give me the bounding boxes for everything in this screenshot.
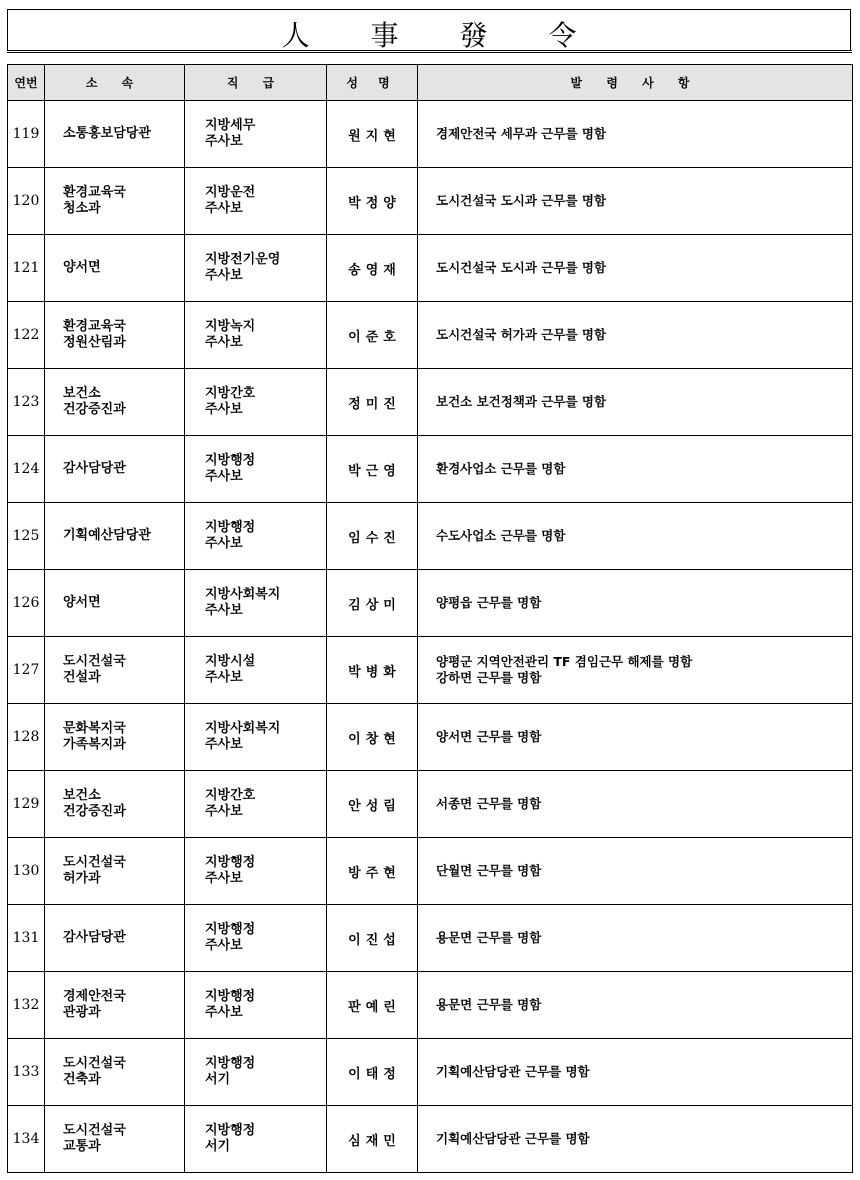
cell-name: 박병화 bbox=[327, 637, 418, 704]
cell-no: 123 bbox=[8, 369, 45, 436]
table-row bbox=[8, 771, 853, 838]
grade-line: 주사보 bbox=[205, 201, 243, 216]
grade-line: 지방행정 bbox=[205, 520, 256, 535]
cell-detail bbox=[418, 503, 853, 570]
detail-line: 양서면 근무를 명함 bbox=[436, 729, 542, 744]
cell-detail bbox=[418, 637, 853, 704]
detail-line: 기획예산담당관 근무를 명함 bbox=[436, 1064, 590, 1079]
grade-line: 주사보 bbox=[205, 335, 243, 350]
dept-line: 허가과 bbox=[63, 871, 101, 886]
grade-line: 지방간호 bbox=[205, 386, 256, 401]
grade-line: 주사보 bbox=[205, 134, 243, 149]
cell-no: 122 bbox=[8, 302, 45, 369]
table-header-row bbox=[8, 65, 853, 101]
cell-dept bbox=[45, 972, 185, 1039]
cell-no: 133 bbox=[8, 1039, 45, 1106]
cell-detail bbox=[418, 972, 853, 1039]
cell-name: 방주현 bbox=[327, 838, 418, 905]
dept-line: 도시건설국 bbox=[63, 1123, 126, 1138]
table-row bbox=[8, 235, 853, 302]
grade-line: 지방사회복지 bbox=[205, 587, 281, 602]
cell-grade bbox=[185, 771, 327, 838]
dept-line: 문화복지국 bbox=[63, 721, 126, 736]
header-name: 성 명 bbox=[327, 65, 418, 101]
cell-dept bbox=[45, 771, 185, 838]
dept-line: 감사담당관 bbox=[63, 930, 126, 945]
cell-detail bbox=[418, 1039, 853, 1106]
detail-line: 양평군 지역안전관리 TF 겸임근무 해제를 명함 bbox=[436, 654, 693, 669]
table-row bbox=[8, 1039, 853, 1106]
grade-line: 지방행정 bbox=[205, 1056, 256, 1071]
cell-name: 김상미 bbox=[327, 570, 418, 637]
detail-line: 환경사업소 근무를 명함 bbox=[436, 461, 566, 476]
cell-grade bbox=[185, 972, 327, 1039]
personnel-table bbox=[7, 64, 853, 1173]
dept-line: 건강증진과 bbox=[63, 804, 126, 819]
cell-detail bbox=[418, 302, 853, 369]
table-row bbox=[8, 503, 853, 570]
cell-dept bbox=[45, 570, 185, 637]
cell-grade bbox=[185, 235, 327, 302]
grade-line: 주사보 bbox=[205, 536, 243, 551]
cell-no: 125 bbox=[8, 503, 45, 570]
table-row bbox=[8, 838, 853, 905]
table-body bbox=[8, 101, 853, 1173]
cell-grade bbox=[185, 570, 327, 637]
grade-line: 주사보 bbox=[205, 402, 243, 417]
cell-detail bbox=[418, 235, 853, 302]
grade-line: 지방행정 bbox=[205, 453, 256, 468]
cell-no: 126 bbox=[8, 570, 45, 637]
cell-no: 128 bbox=[8, 704, 45, 771]
cell-name: 송영재 bbox=[327, 235, 418, 302]
table-row bbox=[8, 1106, 853, 1173]
cell-dept bbox=[45, 302, 185, 369]
cell-dept bbox=[45, 1106, 185, 1173]
dept-line: 양서면 bbox=[63, 260, 101, 275]
cell-detail bbox=[418, 704, 853, 771]
grade-line: 지방전기운영 bbox=[205, 252, 281, 267]
grade-line: 지방행정 bbox=[205, 989, 256, 1004]
grade-line: 주사보 bbox=[205, 268, 243, 283]
cell-no: 134 bbox=[8, 1106, 45, 1173]
dept-line: 도시건설국 bbox=[63, 654, 126, 669]
detail-line: 경제안전국 세무과 근무를 명함 bbox=[436, 126, 607, 141]
cell-no: 132 bbox=[8, 972, 45, 1039]
cell-name: 심재민 bbox=[327, 1106, 418, 1173]
cell-no: 121 bbox=[8, 235, 45, 302]
grade-line: 주사보 bbox=[205, 737, 243, 752]
header-dept: 소 속 bbox=[45, 65, 185, 101]
cell-dept bbox=[45, 503, 185, 570]
dept-line: 기획예산담당관 bbox=[63, 528, 151, 543]
cell-grade bbox=[185, 369, 327, 436]
cell-dept bbox=[45, 101, 185, 168]
detail-line: 용문면 근무를 명함 bbox=[436, 997, 542, 1012]
dept-line: 환경교육국 bbox=[63, 185, 126, 200]
header-no: 연번 bbox=[8, 65, 45, 101]
grade-line: 지방행정 bbox=[205, 922, 256, 937]
dept-line: 건설과 bbox=[63, 670, 101, 685]
cell-detail bbox=[418, 771, 853, 838]
dept-line: 청소과 bbox=[63, 201, 101, 216]
cell-detail bbox=[418, 436, 853, 503]
cell-dept bbox=[45, 704, 185, 771]
document-title: 人 事 發 令 bbox=[281, 19, 603, 52]
detail-line: 보건소 보건정책과 근무를 명함 bbox=[436, 394, 607, 409]
cell-dept bbox=[45, 637, 185, 704]
cell-detail bbox=[418, 369, 853, 436]
header-detail: 발 령 사 항 bbox=[418, 65, 853, 101]
grade-line: 주사보 bbox=[205, 804, 243, 819]
title-divider-double bbox=[7, 52, 852, 53]
dept-line: 관광과 bbox=[63, 1005, 101, 1020]
cell-grade bbox=[185, 101, 327, 168]
grade-line: 지방운전 bbox=[205, 185, 256, 200]
cell-no: 119 bbox=[8, 101, 45, 168]
detail-line: 수도사업소 근무를 명함 bbox=[436, 528, 566, 543]
cell-dept bbox=[45, 168, 185, 235]
table-row bbox=[8, 905, 853, 972]
grade-line: 주사보 bbox=[205, 1005, 243, 1020]
cell-grade bbox=[185, 905, 327, 972]
table-row bbox=[8, 101, 853, 168]
cell-name: 임수진 bbox=[327, 503, 418, 570]
dept-line: 건강증진과 bbox=[63, 402, 126, 417]
cell-dept bbox=[45, 1039, 185, 1106]
cell-grade bbox=[185, 1106, 327, 1173]
cell-detail bbox=[418, 1106, 853, 1173]
dept-line: 소통홍보담당관 bbox=[63, 126, 151, 141]
cell-no: 129 bbox=[8, 771, 45, 838]
cell-name: 이준호 bbox=[327, 302, 418, 369]
grade-line: 주사보 bbox=[205, 670, 243, 685]
grade-line: 지방녹지 bbox=[205, 319, 256, 334]
cell-grade bbox=[185, 302, 327, 369]
cell-grade bbox=[185, 1039, 327, 1106]
cell-name: 이창현 bbox=[327, 704, 418, 771]
grade-line: 지방사회복지 bbox=[205, 721, 281, 736]
dept-line: 도시건설국 bbox=[63, 1056, 126, 1071]
grade-line: 지방행정 bbox=[205, 855, 256, 870]
cell-dept bbox=[45, 905, 185, 972]
grade-line: 주사보 bbox=[205, 938, 243, 953]
dept-line: 정원산림과 bbox=[63, 335, 126, 350]
table-row bbox=[8, 369, 853, 436]
document-title-box bbox=[7, 9, 851, 50]
cell-name: 박정양 bbox=[327, 168, 418, 235]
dept-line: 도시건설국 bbox=[63, 855, 126, 870]
dept-line: 감사담당관 bbox=[63, 461, 126, 476]
table-row bbox=[8, 302, 853, 369]
cell-name: 정미진 bbox=[327, 369, 418, 436]
cell-grade bbox=[185, 637, 327, 704]
cell-grade bbox=[185, 168, 327, 235]
cell-detail bbox=[418, 168, 853, 235]
dept-line: 건축과 bbox=[63, 1072, 101, 1087]
cell-detail bbox=[418, 101, 853, 168]
detail-line: 도시건설국 도시과 근무를 명함 bbox=[436, 260, 607, 275]
cell-grade bbox=[185, 436, 327, 503]
cell-detail bbox=[418, 570, 853, 637]
detail-line: 단월면 근무를 명함 bbox=[436, 863, 542, 878]
cell-grade bbox=[185, 503, 327, 570]
cell-name: 원지현 bbox=[327, 101, 418, 168]
grade-line: 서기 bbox=[205, 1139, 231, 1154]
cell-dept bbox=[45, 369, 185, 436]
grade-line: 지방시설 bbox=[205, 654, 256, 669]
detail-line: 도시건설국 허가과 근무를 명함 bbox=[436, 327, 607, 342]
cell-no: 124 bbox=[8, 436, 45, 503]
cell-name: 이진섭 bbox=[327, 905, 418, 972]
cell-grade bbox=[185, 838, 327, 905]
table-row bbox=[8, 168, 853, 235]
dept-line: 보건소 bbox=[63, 788, 101, 803]
cell-name: 판예린 bbox=[327, 972, 418, 1039]
detail-line: 기획예산담당관 근무를 명함 bbox=[436, 1131, 590, 1146]
detail-line: 도시건설국 도시과 근무를 명함 bbox=[436, 193, 607, 208]
grade-line: 지방행정 bbox=[205, 1123, 256, 1138]
cell-dept bbox=[45, 235, 185, 302]
table-row bbox=[8, 637, 853, 704]
cell-name: 안성림 bbox=[327, 771, 418, 838]
table-row bbox=[8, 972, 853, 1039]
cell-dept bbox=[45, 436, 185, 503]
table-row bbox=[8, 570, 853, 637]
dept-line: 환경교육국 bbox=[63, 319, 126, 334]
dept-line: 보건소 bbox=[63, 386, 101, 401]
table-row bbox=[8, 704, 853, 771]
dept-line: 양서면 bbox=[63, 595, 101, 610]
cell-detail bbox=[418, 838, 853, 905]
grade-line: 주사보 bbox=[205, 469, 243, 484]
cell-name: 이태정 bbox=[327, 1039, 418, 1106]
grade-line: 주사보 bbox=[205, 603, 243, 618]
grade-line: 지방간호 bbox=[205, 788, 256, 803]
dept-line: 경제안전국 bbox=[63, 989, 126, 1004]
cell-no: 127 bbox=[8, 637, 45, 704]
header-grade: 직 급 bbox=[185, 65, 327, 101]
title-divider bbox=[7, 50, 852, 51]
detail-line: 용문면 근무를 명함 bbox=[436, 930, 542, 945]
detail-line: 양평읍 근무를 명함 bbox=[436, 595, 542, 610]
cell-no: 131 bbox=[8, 905, 45, 972]
cell-grade bbox=[185, 704, 327, 771]
dept-line: 교통과 bbox=[63, 1139, 101, 1154]
detail-line: 강하면 근무를 명함 bbox=[436, 670, 542, 685]
table-row bbox=[8, 436, 853, 503]
cell-no: 120 bbox=[8, 168, 45, 235]
cell-name: 박근영 bbox=[327, 436, 418, 503]
grade-line: 주사보 bbox=[205, 871, 243, 886]
dept-line: 가족복지과 bbox=[63, 737, 126, 752]
cell-no: 130 bbox=[8, 838, 45, 905]
cell-detail bbox=[418, 905, 853, 972]
grade-line: 서기 bbox=[205, 1072, 231, 1087]
detail-line: 서종면 근무를 명함 bbox=[436, 796, 542, 811]
cell-dept bbox=[45, 838, 185, 905]
grade-line: 지방세무 bbox=[205, 118, 256, 133]
